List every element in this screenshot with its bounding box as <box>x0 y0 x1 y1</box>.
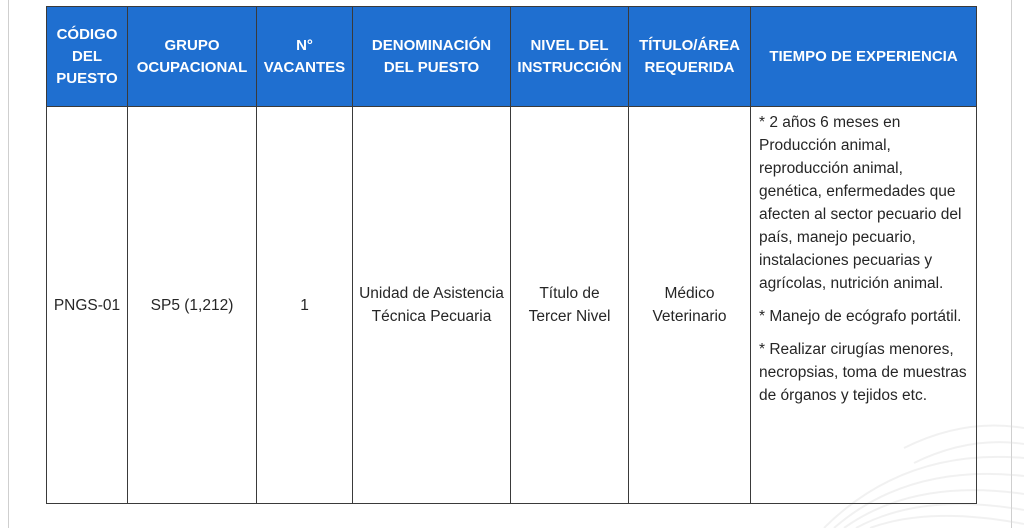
header-titulo: TÍTULO/ÁREA REQUERIDA <box>629 7 751 107</box>
job-requirements-table <box>46 6 977 504</box>
cell-denominacion: Unidad de Asistencia Técnica Pecuaria <box>353 107 511 504</box>
cell-nivel: Título de Tercer Nivel <box>511 107 629 504</box>
header-vacantes: N° VACANTES <box>257 7 353 107</box>
cell-grupo: SP5 (1,212) <box>128 107 257 504</box>
experience-item: * Realizar cirugías menores, necropsias, toma de muestras de órganos y tejidos etc. <box>759 341 967 404</box>
header-denominacion: DENOMINACIÓN DEL PUESTO <box>353 7 511 107</box>
table-header-row <box>47 7 977 107</box>
header-codigo: CÓDIGO DEL PUESTO <box>47 7 128 107</box>
header-nivel: NIVEL DEL INSTRUCCIÓN <box>511 7 629 107</box>
experience-item: * 2 años 6 meses en Producción animal, reproducción animal, genética, enfermedades que afecten al sector pecuario del país, manejo pecuario, instalaciones pecuarias y agrícolas, nutrición animal. <box>759 114 962 292</box>
header-experiencia: TIEMPO DE EXPERIENCIA <box>751 7 977 107</box>
cell-titulo: Médico Veterinario <box>629 107 751 504</box>
cell-experiencia <box>751 107 977 504</box>
cell-vacantes: 1 <box>257 107 353 504</box>
experience-item: * Manejo de ecógrafo portátil. <box>759 308 962 325</box>
table-row <box>47 107 977 504</box>
cell-codigo: PNGS-01 <box>47 107 128 504</box>
header-grupo: GRUPO OCUPACIONAL <box>128 7 257 107</box>
